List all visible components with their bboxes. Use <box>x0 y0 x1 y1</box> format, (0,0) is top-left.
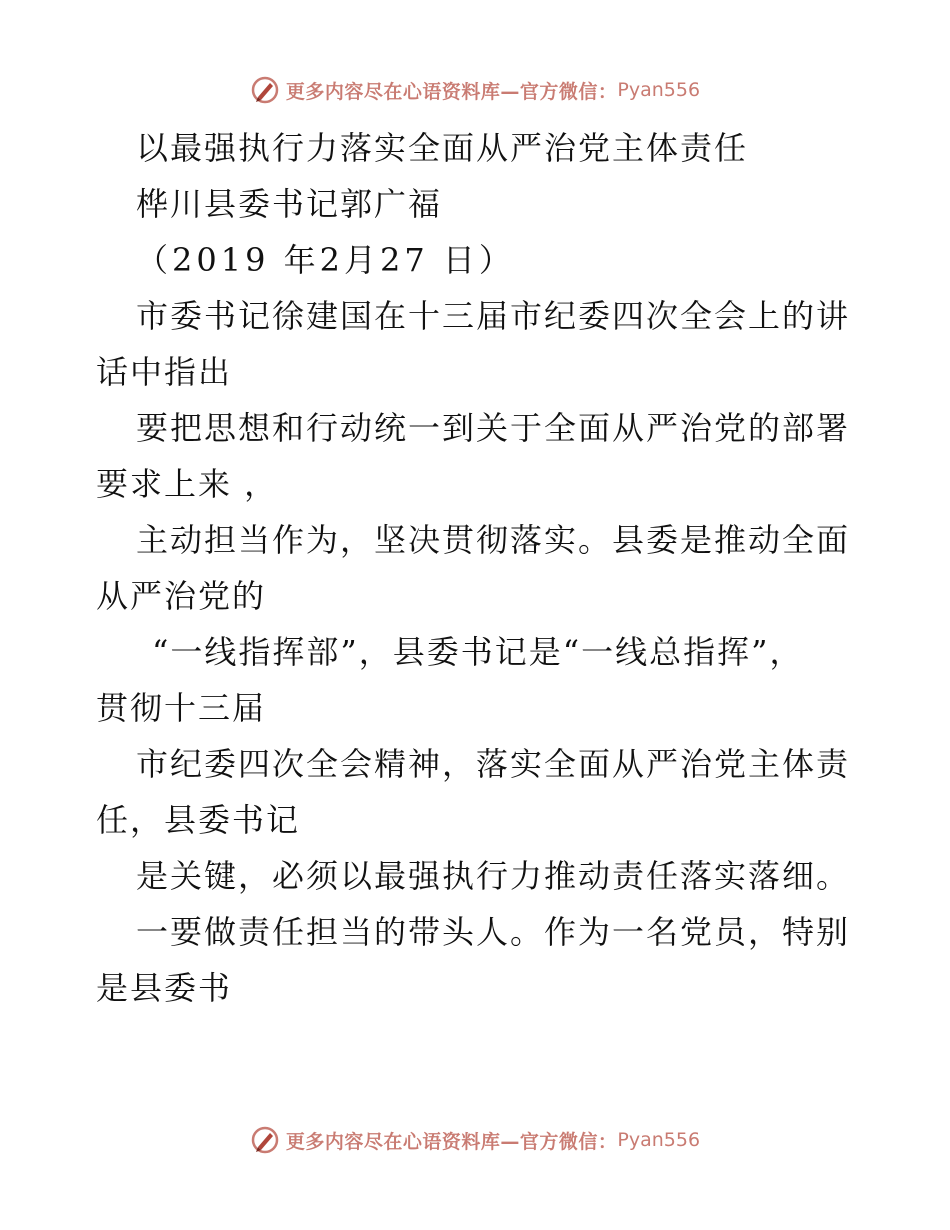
paragraph-line: 市纪委四次全会精神，落实全面从严治党主体责 <box>136 745 851 783</box>
document-author: 桦川县委书记郭广福 <box>136 185 443 223</box>
paragraph-line: 话中指出 <box>96 353 233 391</box>
document-body <box>96 120 856 1016</box>
paragraph-line: 要把思想和行动统一到关于全面从严治党的部署 <box>136 409 851 447</box>
paragraph-line: 任，县委书记 <box>96 801 301 839</box>
paragraph-line: “一线指挥部”，县委书记是“一线总指挥”， <box>152 633 804 671</box>
paragraph-line: 从严治党的 <box>96 577 267 615</box>
paragraph-line: 主动担当作为，坚决贯彻落实。县委是推动全面 <box>136 521 851 559</box>
pen-logo-icon <box>250 1125 280 1155</box>
paragraph-line: 市委书记徐建国在十三届市纪委四次全会上的讲 <box>136 297 851 335</box>
pen-logo-icon <box>250 75 280 105</box>
watermark-wechat-id: Pyan556 <box>617 1129 701 1151</box>
paragraph-line: 一要做责任担当的带头人。作为一名党员，特别 <box>136 913 851 951</box>
paragraph-line: 是县委书 <box>96 969 233 1007</box>
paragraph-line: 贯彻十三届 <box>96 689 267 727</box>
watermark-text: 更多内容尽在心语资料库—官方微信： <box>285 80 618 103</box>
footer-watermark <box>0 1122 950 1158</box>
header-watermark <box>0 72 950 108</box>
watermark-text: 更多内容尽在心语资料库—官方微信： <box>285 1130 618 1153</box>
document-title: 以最强执行力落实全面从严治党主体责任 <box>136 129 749 167</box>
paragraph-line: 是关键，必须以最强执行力推动责任落实落细。 <box>136 857 851 895</box>
watermark-wechat-id: Pyan556 <box>617 79 701 101</box>
paragraph-line: 要求上来 ， <box>96 465 279 503</box>
document-date: （2019 年2月27 日） <box>136 241 515 279</box>
